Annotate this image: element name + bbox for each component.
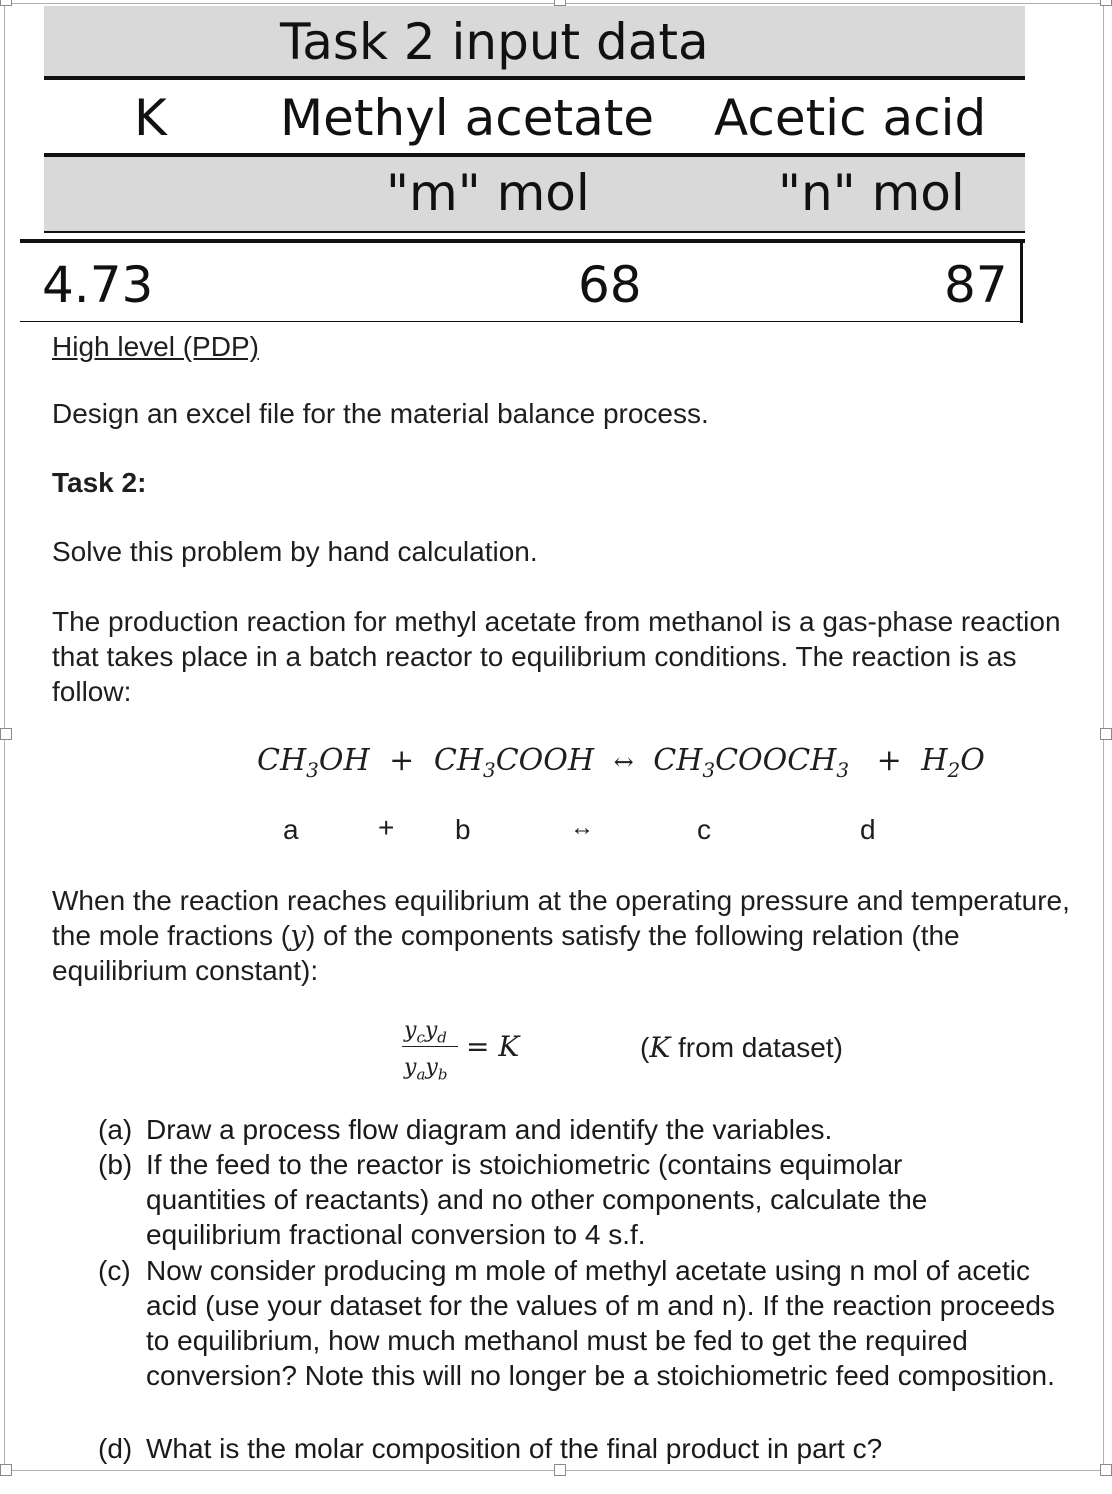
table-title: Task 2 input data: [280, 13, 709, 71]
task-label: Task 2:: [52, 467, 147, 498]
paragraph-reaction-intro: The production reaction for methyl acetate from methanol is a gas-phase reaction that takes place in a batch reactor to equilibrium conditions. The reaction is as follow:: [52, 606, 1061, 707]
header-acetic-acid: Acetic acid: [714, 89, 987, 147]
fraction-bar: [402, 1046, 458, 1047]
question-c: (c) Now consider producing m mole of methyl acetate using n mol of acetic acid (use your dataset for the values of m and n). If the reaction proceeds to equilibrium, how much methanol must be fed to get the required conversion? Note this will no longer be a stoichiometric feed composition.: [98, 1255, 1055, 1391]
product-methyl-acetate: $CH_3COOCH_3$: [653, 743, 850, 782]
resize-handle-top-right[interactable]: [1100, 0, 1112, 6]
unit-methyl-acetate: "m" mol: [386, 164, 590, 222]
question-a: (a) Draw a process flow diagram and identify the variables.: [98, 1114, 833, 1145]
resize-handle-top-left[interactable]: [0, 0, 12, 6]
label-a: a: [283, 814, 299, 845]
reaction-equation: [257, 743, 985, 782]
label-d: d: [860, 814, 876, 845]
header-methyl-acetate: Methyl acetate: [280, 89, 655, 147]
label-c: c: [697, 814, 711, 845]
frame-top-border: [0, 3, 1106, 4]
reactant-methanol: $CH_3OH$: [257, 743, 370, 782]
question-b: (b) If the feed to the reactor is stoichiometric (contains equimolar quantities of reactants) and no other components, calculate the equilibrium fractional conversion to 4 s.f.: [98, 1149, 928, 1250]
k-from-dataset-note: (K from dataset): [640, 1031, 843, 1064]
product-water: $H_2O$: [921, 743, 985, 782]
question-d: (d) What is the molar composition of the final product in part c?: [98, 1433, 883, 1464]
link-high-level-pdp[interactable]: High level (PDP): [52, 331, 259, 362]
rule-bottom-values: [20, 321, 1023, 322]
resize-handle-middle-left[interactable]: [0, 728, 12, 740]
frame-bottom-border: [0, 1470, 1106, 1471]
value-n: 87: [944, 256, 1008, 314]
plus-sign: +: [876, 743, 902, 778]
equilibrium-arrow: ↔: [613, 748, 634, 776]
equals-k: = K: [466, 1030, 520, 1063]
label-plus: +: [378, 812, 395, 843]
rule-under-units-2: [20, 239, 1025, 243]
reactant-acetic-acid: $CH_3COOH$: [433, 743, 595, 782]
fraction-denominator: $y_ay_b$: [404, 1055, 448, 1084]
unit-acetic-acid: "n" mol: [778, 164, 965, 222]
header-k: K: [134, 89, 167, 147]
rule-under-title: [44, 76, 1025, 80]
label-arrow: ↔: [570, 814, 594, 841]
resize-handle-middle-right[interactable]: [1100, 728, 1112, 740]
rule-right-cell: [1020, 243, 1023, 323]
resize-handle-bottom-right[interactable]: [1100, 1464, 1112, 1476]
rule-under-units-1: [44, 231, 1025, 233]
resize-handle-bottom-left[interactable]: [0, 1464, 12, 1476]
label-b: b: [455, 814, 471, 845]
value-k: 4.73: [42, 256, 154, 314]
value-m: 68: [578, 256, 642, 314]
paragraph-equilibrium: When the reaction reaches equilibrium at the operating pressure and temperature, the mole fractions (y) of the components satisfy the following relation (the equilibrium constant):: [52, 885, 1070, 986]
fraction-numerator: $y_cy_d$: [404, 1018, 447, 1047]
plus-sign: +: [389, 743, 415, 778]
intro-text: Design an excel file for the material balance process.: [52, 398, 709, 429]
instruction-text: Solve this problem by hand calculation.: [52, 536, 538, 567]
